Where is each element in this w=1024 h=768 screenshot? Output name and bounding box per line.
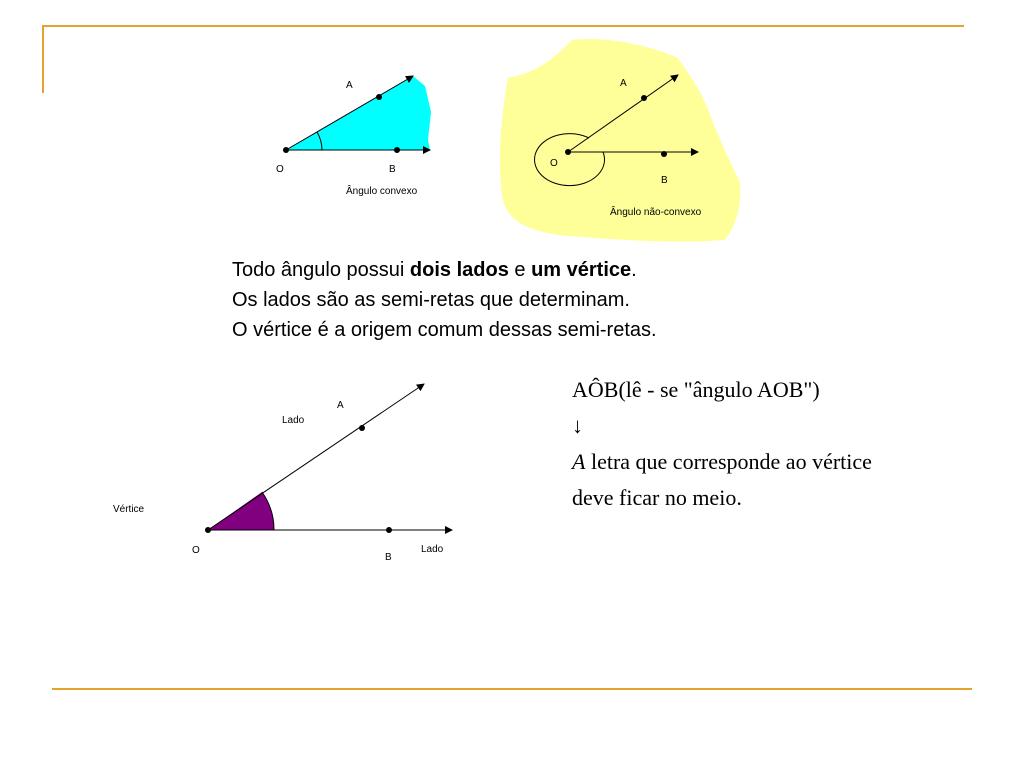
point-A-parts [359, 425, 365, 431]
point-B-nonconvex [661, 151, 667, 157]
definition-line-1 [232, 255, 657, 285]
notation-line-3 [572, 444, 872, 480]
point-B-convex [394, 147, 400, 153]
notation-text [572, 372, 872, 516]
point-A-nonconvex [641, 95, 647, 101]
definition-line-2: Os lados são as semi-retas que determinam. [232, 289, 630, 311]
point-O-convex [283, 147, 289, 153]
label-vertice: Vértice [113, 504, 145, 515]
label-lado-top: Lado [282, 415, 305, 426]
point-B-parts [386, 527, 392, 533]
definition-text [232, 255, 657, 345]
label-A-nonconvex: A [620, 78, 627, 89]
notation-line-4: deve ficar no meio. [572, 485, 742, 510]
line1-mid: e [508, 259, 532, 281]
label-O-convex: O [276, 164, 284, 175]
caption-convex: Ângulo convexo [346, 186, 418, 197]
label-B-parts: B [385, 552, 392, 563]
angle-parts-diagram [113, 384, 452, 563]
notation-line-1: AÔB(lê - se "ângulo AOB") [572, 377, 820, 402]
down-arrow-icon: ↓ [572, 413, 583, 438]
bold-um-vertice: um vértice [531, 259, 632, 281]
notation-line-3-rest: letra que corresponde ao vértice [585, 449, 872, 474]
label-A-parts: A [337, 400, 344, 411]
convex-angle-fill [286, 76, 431, 150]
vertex-angle-fill [208, 492, 274, 530]
label-O-nonconvex: O [550, 158, 558, 169]
label-lado-bottom: Lado [421, 544, 444, 555]
italic-letter-A: A [572, 449, 586, 474]
point-A-convex [376, 94, 382, 100]
bold-dois-lados: dois lados [409, 259, 509, 281]
line1-end: . [631, 259, 637, 281]
nonconvex-angle-diagram [500, 39, 740, 242]
label-A-convex: A [346, 80, 353, 91]
convex-angle-diagram [276, 76, 431, 197]
label-B-convex: B [389, 164, 396, 175]
caption-nonconvex: Ângulo não-convexo [610, 207, 702, 218]
label-B-nonconvex: B [661, 175, 668, 186]
label-O-parts: O [192, 545, 200, 556]
definition-line-3: O vértice é a origem comum dessas semi-retas. [232, 319, 657, 341]
line1-start: Todo ângulo possui [232, 259, 410, 281]
point-O-nonconvex [565, 149, 571, 155]
point-O-parts [205, 527, 211, 533]
ray-OA-parts [208, 384, 424, 530]
